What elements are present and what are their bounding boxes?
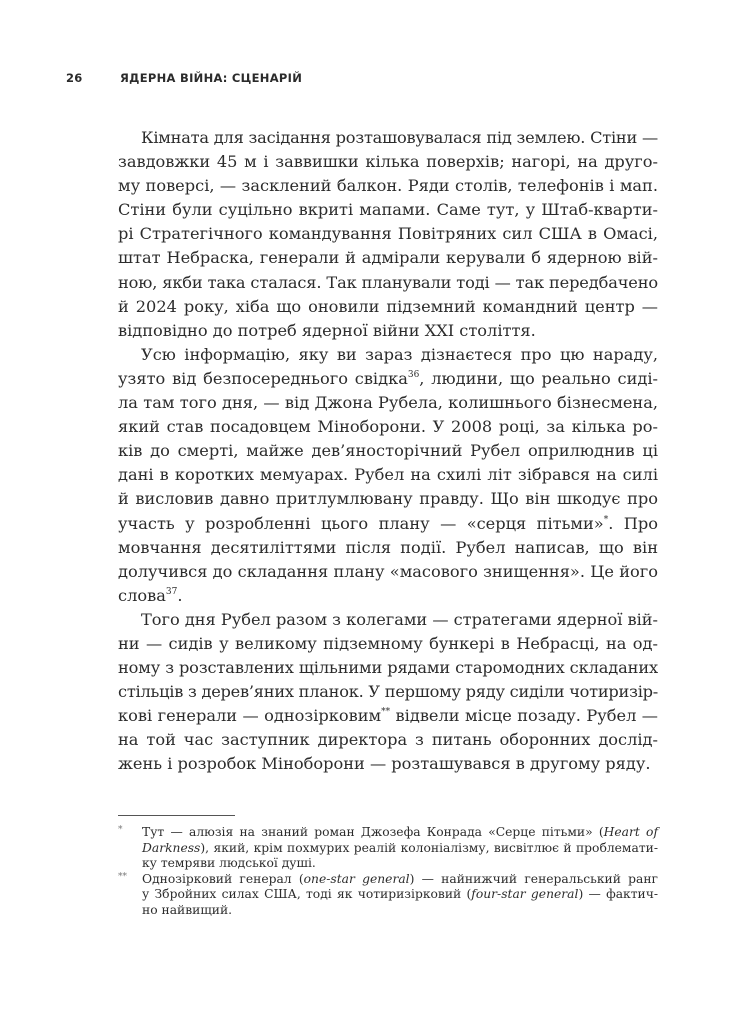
footnote-line: [142, 841, 658, 857]
footnote-line: [142, 825, 658, 841]
text-line: мовчання десятиліттями після події. Рубел написав, що він: [118, 537, 658, 557]
footnote-2: [118, 872, 658, 919]
text-segment: узято від безпосереднього свідка: [118, 368, 408, 388]
body-text: [118, 126, 658, 777]
text-line: завдовжки 45 м і заввишки кілька поверхів; нагорі, на друго-: [118, 152, 658, 172]
footnote-1: [118, 825, 658, 872]
endnote-ref-37[interactable]: 37: [165, 586, 178, 597]
text-segment: . Про: [608, 513, 658, 533]
italic-term: one-star general: [303, 871, 410, 886]
text-line: ків до смерті, майже дев’яносторічний Рубел оприлюднив ці: [118, 441, 658, 461]
text-line: Кімната для засідання розташовувалася під землею. Стіни —: [141, 128, 658, 147]
text-line: стільців з дерев’яних планок. У першому ряду сиділи чотиризір-: [118, 682, 658, 702]
text-line: ла там того дня, — від Джона Рубела, колишнього бізнесмена,: [118, 393, 658, 413]
text-line: штат Небраска, генерали й адмірали керували б ядерною вій-: [118, 248, 658, 268]
footnote-ref-star[interactable]: *: [603, 514, 609, 525]
text-segment: Тут — алюзія на знаний роман Джозефа Конрада «Серце пітьми» (: [142, 825, 604, 839]
text-line: Усю інформацію, яку ви зараз дізнаєтеся про цю нараду,: [141, 344, 658, 364]
paragraph-2: [118, 343, 658, 608]
text-segment: кові генерали — однозірковим: [118, 706, 382, 726]
text-segment: участь у розробленні цього плану — «серця пітьми»: [118, 513, 604, 533]
text-line: дані в коротких мемуарах. Рубел на схилі літ зібрався на силі: [118, 465, 658, 485]
text-line: на той час заступник директора з питань оборонних дослід-: [118, 730, 658, 750]
text-line: Стіни були суцільно вкриті мапами. Саме тут, у Штаб-кварти-: [118, 200, 658, 220]
text-line: рі Стратегічного командування Повітряних сил США в Омасі,: [118, 224, 658, 244]
footnote-line: ку темряви людської душі.: [142, 856, 316, 871]
paragraph-1: [118, 126, 658, 343]
text-line: який став посадовцем Міноборони. У 2008 році, за кілька ро-: [118, 417, 658, 437]
text-line: ни — сидів у великому підземному бункері в Небрасці, на од-: [118, 633, 658, 653]
text-line: [118, 367, 658, 391]
text-segment: ) — фактич-: [578, 887, 659, 902]
text-line: му поверсі, — засклений балкон. Ряди столів, телефонів і мап.: [118, 176, 658, 196]
text-line: Того дня Рубел разом з колегами — стратегами ядерної вій-: [141, 609, 659, 629]
footnote-line: [142, 872, 658, 888]
text-segment: ), який, крім похмурих реалій колоніалізму, висвітлює й проблемати-: [200, 840, 658, 855]
text-segment: Однозірковий генерал (: [142, 871, 304, 886]
text-segment: слова: [118, 585, 166, 605]
text-segment: у Збройних силах США, тоді як чотиризірковий (: [142, 887, 472, 902]
text-line: [118, 704, 658, 728]
text-segment: .: [177, 585, 183, 605]
text-line: жень і розробок Міноборони — розташувався в другому ряду.: [118, 754, 651, 774]
page-number: 26: [66, 71, 83, 85]
footnote-ref-double-star[interactable]: **: [381, 707, 391, 718]
text-line: ному з розставлених щільними рядами старомодних складаних: [118, 658, 658, 678]
italic-term: four-star general: [471, 887, 579, 902]
text-segment: ) — найнижчий генеральський ранг: [409, 871, 658, 886]
text-segment: відвели місце позаду. Рубел —: [390, 706, 658, 726]
footnote-separator: [118, 815, 235, 816]
footnote-mark: **: [118, 871, 127, 882]
paragraph-3: [118, 608, 658, 777]
footnotes: [118, 825, 658, 919]
text-segment: , людини, що реально сиді-: [419, 368, 658, 388]
text-line: долучився до складання плану «масового знищення». Це його: [118, 561, 658, 581]
text-line: відповідно до потреб ядерної війни XXI століття.: [118, 320, 536, 340]
text-line: й висловив давно притлумлювану правду. Що він шкодує про: [118, 489, 658, 509]
italic-title: Heart of: [603, 825, 658, 839]
text-line: ною, якби така сталася. Так планували тоді — так передбачено: [118, 272, 658, 292]
text-line: й 2024 року, хіба що оновили підземний командний центр —: [118, 296, 658, 316]
endnote-ref-36[interactable]: 36: [407, 369, 420, 380]
footnote-line: [142, 887, 658, 903]
footnote-mark: *: [118, 825, 123, 835]
footnote-line: но найвищий.: [142, 902, 233, 917]
italic-title: Darkness: [142, 840, 201, 855]
text-line: [118, 512, 658, 536]
running-title: ЯДЕРНА ВІЙНА: СЦЕНАРІЙ: [120, 71, 303, 85]
text-line: [118, 584, 658, 608]
